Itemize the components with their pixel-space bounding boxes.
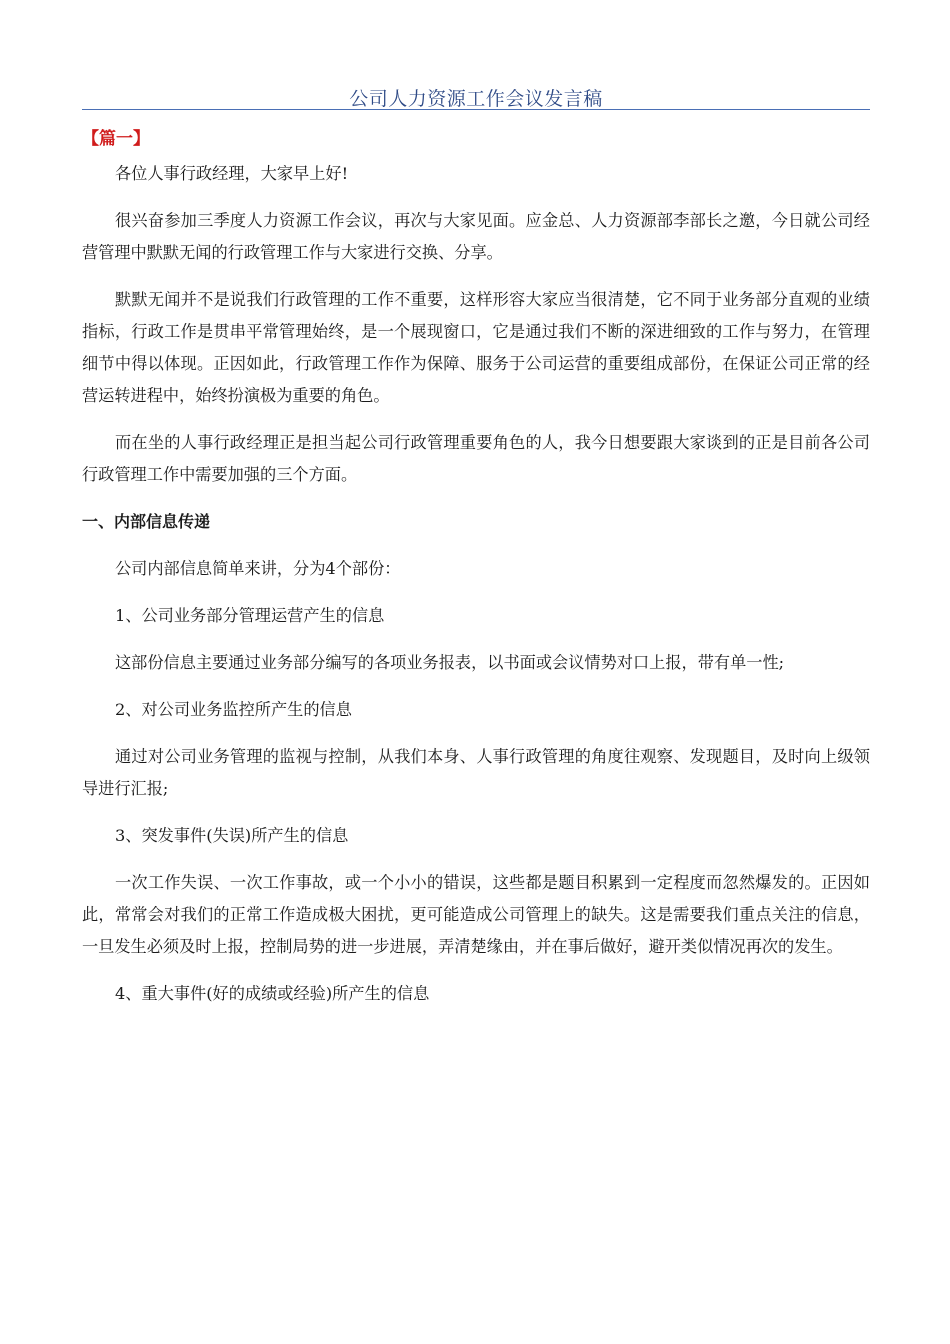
list-item-3: 3、突发事件(失误)所产生的信息 — [115, 826, 349, 845]
paragraph-admin-role: 默默无闻并不是说我们行政管理的工作不重要，这样形容大家应当很清楚，它不同于业务部分直观的业绩指标，行政工作是贯串平常管理始终，是一个展现窗口，它是通过我们不断的深进细致的工作与努力，在管理细节中得以体现。正因如此，行政管理工作作为保障、服务于公司运营的重要组成部份，在保证公司正常的经营运转进程中，始终扮演极为重要的角色。 — [82, 290, 870, 405]
list-item-1: 1、公司业务部分管理运营产生的信息 — [115, 606, 385, 625]
paragraph-intro: 很兴奋参加三季度人力资源工作会议，再次与大家见面。应金总、人力资源部李部长之邀，今日就公司经营管理中默默无闻的行政管理工作与大家进行交换、分享。 — [82, 211, 870, 262]
paragraph-item-1-desc: 这部份信息主要通过业务部分编写的各项业务报表，以书面或会议情势对口上报，带有单一性; — [115, 653, 785, 672]
paragraph-three-aspects: 而在坐的人事行政经理正是担当起公司行政管理重要角色的人，我今日想要跟大家谈到的正是目前各公司行政管理工作中需要加强的三个方面。 — [82, 433, 870, 484]
document-body — [82, 158, 870, 1025]
heading-internal-info: 一、内部信息传递 — [82, 512, 211, 531]
paragraph-item-2-desc: 通过对公司业务管理的监视与控制，从我们本身、人事行政管理的角度往观察、发现题目，及时向上级领导进行汇报; — [82, 747, 870, 798]
paragraph-info-parts: 公司内部信息简单来讲，分为4个部份： — [115, 559, 401, 578]
section-tag: 【篇一】 — [82, 129, 150, 149]
paragraph-greeting: 各位人事行政经理，大家早上好! — [115, 164, 349, 183]
document-title: 公司人力资源工作会议发言稿 — [349, 88, 603, 110]
header-divider — [82, 109, 870, 110]
paragraph-item-3-desc: 一次工作失误、一次工作事故，或一个小小的错误，这些都是题目积累到一定程度而忽然爆发的。正因如此，常常会对我们的正常工作造成极大困扰，更可能造成公司管理上的缺失。这是需要我们重点关注的信息，一旦发生必须及时上报，控制局势的进一步进展，弄清楚缘由，并在事后做好，避开类似情况再次的发生。 — [82, 873, 870, 956]
list-item-4: 4、重大事件(好的成绩或经验)所产生的信息 — [115, 984, 430, 1003]
list-item-2: 2、对公司业务监控所产生的信息 — [115, 700, 352, 719]
